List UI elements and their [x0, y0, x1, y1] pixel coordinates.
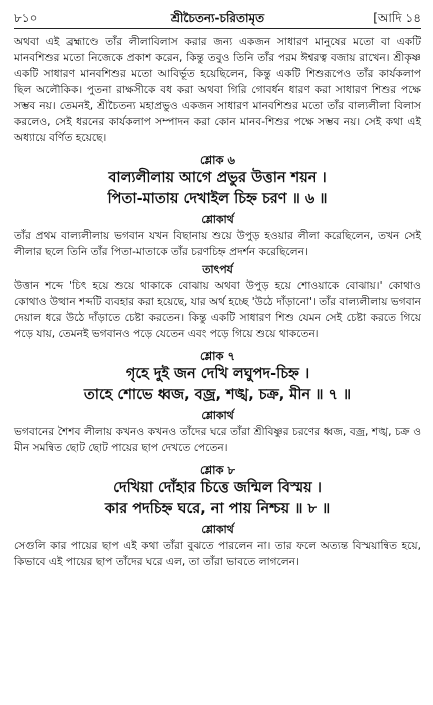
chapter-reference: [আদি ১৪: [373, 11, 421, 25]
verse-6-label: শ্লোক ৬: [199, 153, 236, 167]
verse-6-line-1: বাল্যলীলায় আগে প্রভুর উত্তান শয়ন ।: [108, 170, 327, 186]
verse-8-label: শ্লোক ৮: [199, 463, 236, 477]
page-number: ৮১০: [14, 11, 38, 25]
verse-7-label: শ্লোক ৭: [199, 349, 236, 363]
verse-6-translation: তাঁর প্রথম বাল্যলীলায় ভগবান যখন বিছানায় শুয়ে উপুড় হওয়ার লীলা করেছিলেন, তখন সেই লীলার ছলে তিনি তাঁর পিতা-মাতাকে তাঁর চরণচিহ্ন প্রদর্শন করেছিলেন।: [14, 230, 421, 258]
verse-6-translation-label: শ্লোকার্থ: [201, 213, 234, 226]
header-rule: [14, 28, 421, 29]
page-body: [14, 34, 421, 570]
verse-6-purport: উত্তান শব্দে 'চিৎ হয়ে শুয়ে থাকাকে বোঝায় অথবা উপুড় হয়ে শোওয়াকে বোঝায়।' কোথাও কোথাও উত্থান শব্দটি ব্যবহার করা হয়েছে, যার অর্থ হচ্ছে 'উঠে দাঁড়ানো'। তাঁর বাল্যলীলায় ভগবান দেয়াল ধরে উঠে দাঁড়াতে চেষ্টা করতেন। কিন্তু একটি সাধারণ শিশু যেমন সেই চেষ্টা করতে গিয়ে পড়ে যায়, তেমনই ভগবানও পড়ে যেতেন এবং পড়ে গিয়ে শুয়ে থাকতেন।: [14, 280, 421, 340]
running-header: [14, 8, 421, 30]
verse-7-translation: ভগবানের শৈশব লীলায় কখনও কখনও তাঁদের ঘরে তাঁরা শ্রীবিষ্ণুর চরণের ধ্বজ, বজ্র, শঙ্খ, চক্র ও মীন সমন্বিত ছোট ছোট পায়ের ছাপ দেখতে পেতেন।: [14, 426, 421, 454]
verse-7-line-2: তাহে শোভে ধ্বজ, বজ্র, শঙ্খ, চক্র, মীন ॥ ৭ ॥: [83, 387, 352, 403]
verse-7-translation-label: শ্লোকার্থ: [201, 409, 234, 422]
book-title: শ্রীচৈতন্য-চরিতামৃত: [170, 11, 265, 25]
verse-8-line-1: দেখিয়া দোঁহার চিত্তে জন্মিল বিস্ময় ।: [113, 480, 322, 496]
verse-8-line-2: কার পদচিহ্ন ঘরে, না পায় নিশ্চয় ॥ ৮ ॥: [104, 501, 331, 517]
verse-8-translation: সেগুলি কার পায়ের ছাপ এই কথা তাঁরা বুঝতে পারলেন না। তার ফলে অত্যন্ত বিস্ময়ান্বিত হয়ে, কিভাবে এই পায়ের ছাপ তাঁদের ঘরে এল, তা তাঁরা ভাবতে লাগলেন।: [14, 540, 421, 568]
verse-7-line-1: গৃহে দুই জন দেখি লঘুপদ-চিহ্ন ।: [125, 366, 310, 382]
verse-6-line-2: পিতা-মাতায় দেখাইল চিহ্ন চরণ ॥ ৬ ॥: [107, 191, 328, 207]
intro-paragraph: অথবা এই ব্রহ্মাণ্ডে তাঁর লীলাবিলাস করার জন্য একজন সাধারণ মানুষের মতো বা একটি মানবশিশুর মতো নিজেকে প্রকাশ করেন, কিন্তু তবুও তিনি তাঁর পরম ঈশ্বরত্ব বজায় রাখেন। শ্রীকৃষ্ণ একটি সাধারণ মানবশিশুর মতো আবির্ভূত হয়েছিলেন, কিন্তু একটি শিশুরূপেও তাঁর কার্যকলাপ ছিল অলৌকিক। পুতনা রাক্ষসীকে বধ করা অথবা গিরি গোবর্ধন ধারণ করা সাধারণ শিশুর পক্ষে সম্ভব নয়। তেমনই, শ্রীচৈতন্য মহাপ্রভুও একজন সাধারণ মানবশিশুর মতো তাঁর বাল্যলীলা বিলাস করলেও, সেই ধরনের কার্যকলাপ সম্পাদন করা কোন মানব-শিশুর পক্ষে সম্ভব নয়। সেই কথা এই অধ্যায়ে বর্ণিত হয়েছে।: [14, 36, 421, 144]
verse-8-translation-label: শ্লোকার্থ: [201, 523, 234, 536]
verse-6-purport-label: তাৎপর্য: [202, 263, 233, 276]
